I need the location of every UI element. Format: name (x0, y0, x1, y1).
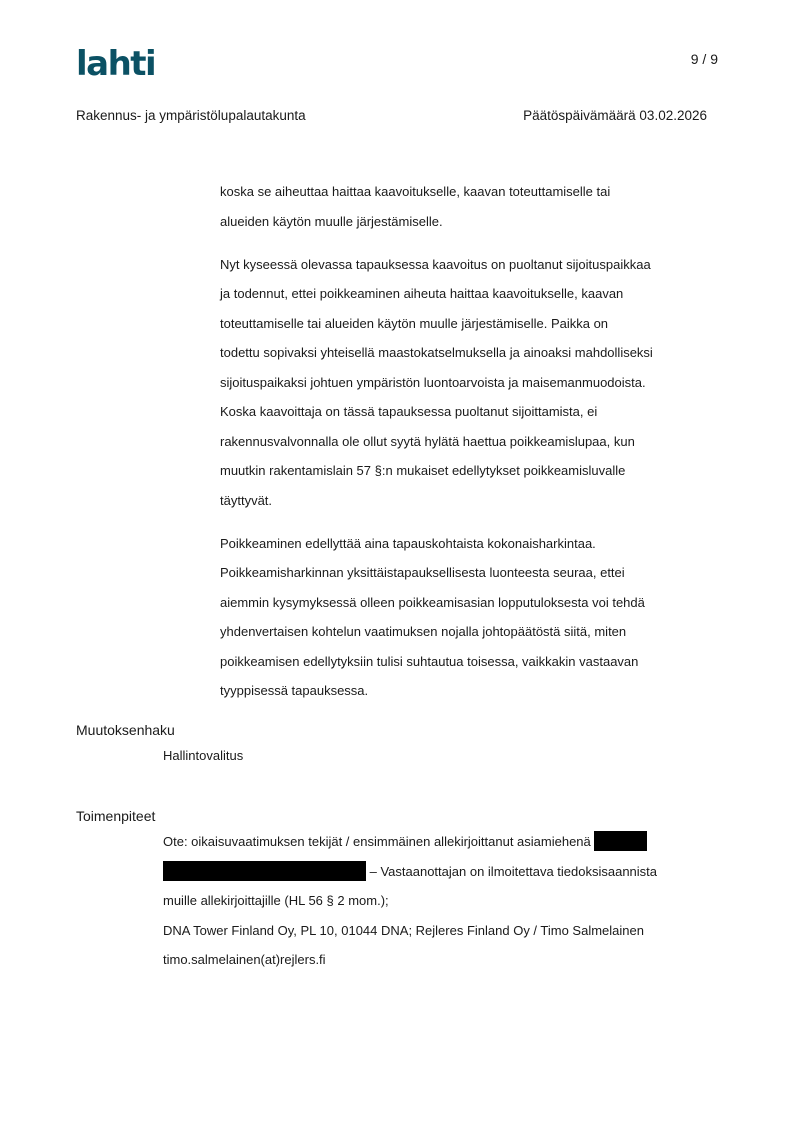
actions-line: DNA Tower Finland Oy, PL 10, 01044 DNA; Rejleres Finland Oy / Timo Salmelainen (163, 922, 644, 938)
actions-recipient-text: Ote: oikaisuvaatimuksen tekijät / ensimmäinen allekirjoittanut asiamiehenä (163, 834, 591, 849)
paragraph: koska se aiheuttaa haittaa kaavoitukselle, kaavan toteuttamiselle tai alueiden käytön muulle järjestämiselle. (220, 184, 611, 229)
actions-line: muille allekirjoittajille (HL 56 § 2 mom.); (163, 893, 389, 908)
page-number: 9 / 9 (690, 51, 718, 67)
body-text (220, 177, 720, 719)
logo: lahti (76, 44, 156, 84)
actions-line (163, 857, 723, 887)
appeal-heading: Muutoksenhaku (76, 722, 175, 738)
actions-line: timo.salmelainen(at)rejlers.fi (163, 952, 326, 967)
redaction-box (594, 831, 647, 851)
redaction-box (163, 861, 366, 881)
actions-body (163, 827, 723, 975)
paragraph: Poikkeaminen edellyttää aina tapauskohtaista kokonaisharkintaa. Poikkeamisharkinnan yksittäistapauksellisesta luonteesta seuraa, ettei aiemmin kysymyksessä olleen poikkeamisasian lopputuloksesta voi tehdä yhdenvertaisen kohtelun vaatimuksen nojalla johtopäätöstä siitä, miten poikkeamisen edellytyksiin tulisi suhtautua toisessa, vaikkakin vastaavan tyyppisessä tapauksessa. (220, 535, 645, 698)
actions-line (163, 827, 723, 857)
actions-notice-text: – Vastaanottajan on ilmoitettava tiedoksisaannista (369, 863, 658, 879)
appeal-text: Hallintovalitus (163, 748, 244, 763)
paragraph: Nyt kyseessä olevassa tapauksessa kaavoitus on puoltanut sijoituspaikkaa ja todennut, ettei poikkeaminen aiheuta haittaa kaavoitukselle, kaavan toteuttamiselle tai alueiden käytön muulle järjestämiselle. Paikka on todettu sopivaksi yhteisellä maastokatselmuksella ja ainoaksi mahdolliseksi sijoituspaikaksi johtuen ympäristön luontoarvoista ja maisemanmuodoista. Koska kaavoittaja on tässä tapauksessa puoltanut sijoittamista, ei rakennusvalvonnalla ole ollut syytä hylätä haettua poikkeamislupaa, kun muutkin rakentamislain 57 §:n mukaiset edellytykset poikkeamisluvalle täyttyvät. (220, 256, 653, 508)
committee-name: Rakennus- ja ympäristölupalautakunta (76, 108, 306, 123)
decision-date: Päätöspäivämäärä 03.02.2026 (523, 108, 707, 123)
actions-heading: Toimenpiteet (76, 808, 156, 824)
